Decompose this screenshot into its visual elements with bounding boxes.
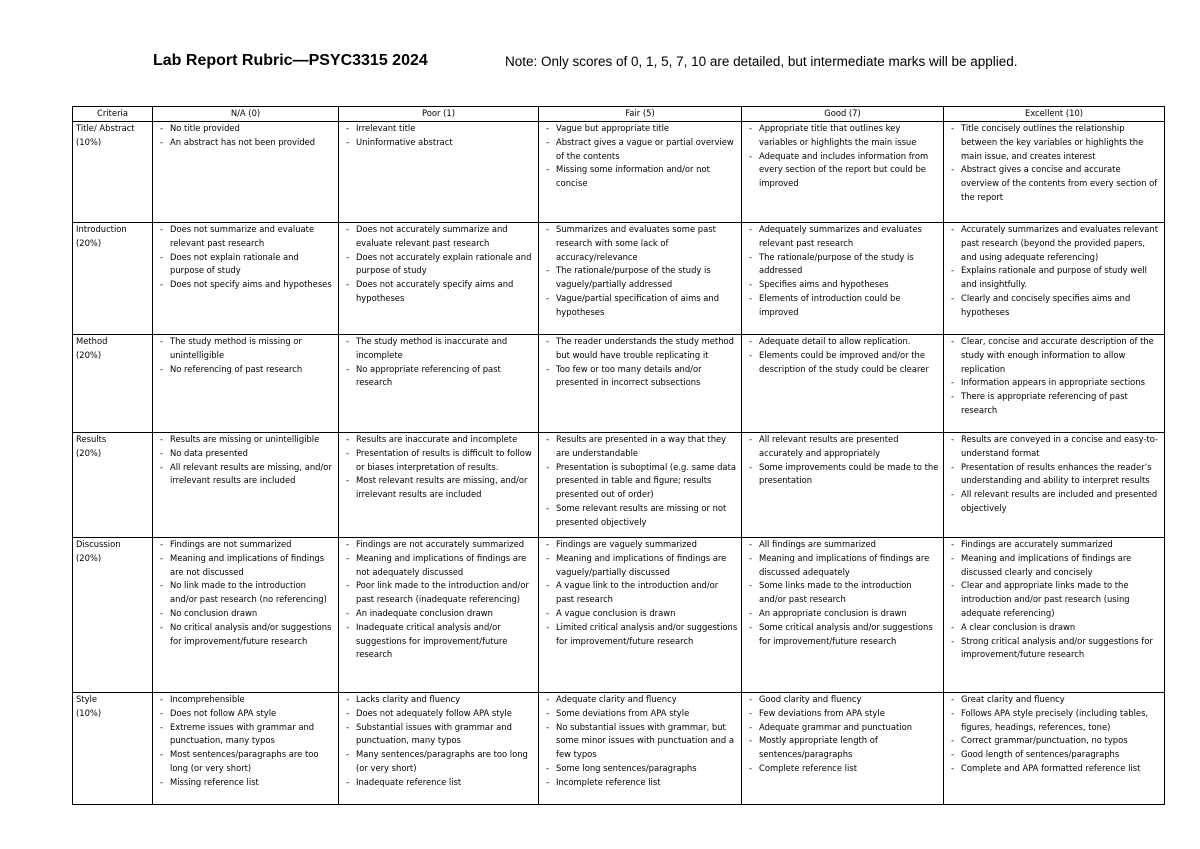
descriptor-item: - An inadequate conclusion drawn — [342, 607, 535, 621]
descriptor-list — [342, 693, 535, 790]
descriptor-item: - Adequate detail to allow replication. — [745, 335, 940, 349]
descriptor-item: - Some improvements could be made to the presentation — [745, 461, 940, 489]
criteria-name: Discussion — [76, 539, 121, 549]
descriptor-item: - Substantial issues with grammar and punctuation, many typos — [342, 721, 535, 749]
descriptor-item: - Title concisely outlines the relationship between the key variables or highlights the main issue, and creates interest — [947, 122, 1161, 163]
descriptor-item: - Does not adequately follow APA style — [342, 707, 535, 721]
descriptor-item: - Missing reference list — [156, 776, 335, 790]
descriptor-item: - Strong critical analysis and/or suggestions for improvement/future research — [947, 635, 1161, 663]
descriptor-list — [542, 538, 738, 648]
descriptor-item: - Most relevant results are missing, and/or irrelevant results are included — [342, 474, 535, 502]
descriptor-item: - Missing some information and/or not concise — [542, 163, 738, 191]
descriptor-cell-good — [742, 538, 944, 693]
criteria-cell — [73, 122, 153, 223]
rubric-row — [73, 693, 1165, 805]
criteria-weight: (20%) — [76, 237, 102, 248]
descriptor-cell-excellent — [944, 693, 1165, 805]
descriptor-cell-na — [153, 122, 339, 223]
descriptor-item: - Explains rationale and purpose of study well and insightfully. — [947, 264, 1161, 292]
header-na: N/A (0) — [153, 107, 339, 122]
descriptor-item: - Does not specify aims and hypotheses — [156, 278, 335, 292]
descriptor-item: - Adequate and includes information from every section of the report but could be improved — [745, 150, 940, 191]
descriptor-list — [947, 223, 1161, 320]
header-poor: Poor (1) — [339, 107, 539, 122]
descriptor-item: - Findings are accurately summarized — [947, 538, 1161, 552]
criteria-weight: (10%) — [76, 136, 102, 147]
descriptor-item: - Meaning and implications of findings are not adequately discussed — [342, 552, 535, 580]
descriptor-item: - Some long sentences/paragraphs — [542, 762, 738, 776]
descriptor-item: - Does not accurately specify aims and hypotheses — [342, 278, 535, 306]
descriptor-item: - An abstract has not been provided — [156, 136, 335, 150]
descriptor-cell-fair — [539, 538, 742, 693]
criteria-name: Method — [76, 336, 108, 346]
descriptor-cell-fair — [539, 335, 742, 433]
descriptor-item: - Findings are vaguely summarized — [542, 538, 738, 552]
descriptor-item: - Irrelevant title — [342, 122, 535, 136]
descriptor-cell-fair — [539, 693, 742, 805]
descriptor-item: - Appropriate title that outlines key variables or highlights the main issue — [745, 122, 940, 150]
descriptor-item: - Does not follow APA style — [156, 707, 335, 721]
descriptor-list — [542, 335, 738, 390]
descriptor-cell-good — [742, 335, 944, 433]
descriptor-item: - Meaning and implications of findings are vaguely/partially discussed — [542, 552, 738, 580]
descriptor-cell-fair — [539, 223, 742, 335]
descriptor-item: - Findings are not summarized — [156, 538, 335, 552]
descriptor-item: - Complete and APA formatted reference list — [947, 762, 1161, 776]
descriptor-item: - Does not summarize and evaluate relevant past research — [156, 223, 335, 251]
descriptor-item: - Some links made to the introduction and/or past research — [745, 579, 940, 607]
descriptor-cell-excellent — [944, 122, 1165, 223]
descriptor-item: - Elements of introduction could be improved — [745, 292, 940, 320]
descriptor-item: - No title provided — [156, 122, 335, 136]
criteria-name: Introduction — [76, 224, 127, 234]
descriptor-list — [745, 122, 940, 191]
criteria-cell — [73, 223, 153, 335]
criteria-cell — [73, 693, 153, 805]
descriptor-item: - Some critical analysis and/or suggestions for improvement/future research — [745, 621, 940, 649]
descriptor-item: - All relevant results are missing, and/or irrelevant results are included — [156, 461, 335, 489]
descriptor-list — [745, 538, 940, 648]
descriptor-list — [745, 433, 940, 488]
descriptor-cell-na — [153, 538, 339, 693]
descriptor-item: - Does not accurately summarize and evaluate relevant past research — [342, 223, 535, 251]
descriptor-item: - Does not accurately explain rationale and purpose of study — [342, 251, 535, 279]
descriptor-list — [745, 335, 940, 376]
descriptor-list — [156, 335, 335, 376]
descriptor-item: - Meaning and implications of findings are discussed adequately — [745, 552, 940, 580]
descriptor-cell-na — [153, 433, 339, 538]
header-criteria: Criteria — [73, 107, 153, 122]
rubric-body — [73, 122, 1165, 805]
descriptor-item: - Most sentences/paragraphs are too long (or very short) — [156, 748, 335, 776]
scoring-note: Note: Only scores of 0, 1, 5, 7, 10 are detailed, but intermediate marks will be applied. — [505, 54, 1018, 69]
descriptor-item: - Presentation is suboptimal (e.g. same data presented in table and figure; results presented out of order) — [542, 461, 738, 502]
descriptor-list — [745, 693, 940, 776]
descriptor-cell-good — [742, 122, 944, 223]
descriptor-list — [542, 223, 738, 320]
descriptor-cell-fair — [539, 122, 742, 223]
descriptor-item: - Clear, concise and accurate description of the study with enough information to allow replication — [947, 335, 1161, 376]
descriptor-item: - An appropriate conclusion is drawn — [745, 607, 940, 621]
descriptor-list — [342, 433, 535, 502]
descriptor-item: - Incomprehensible — [156, 693, 335, 707]
descriptor-list — [156, 693, 335, 790]
descriptor-cell-excellent — [944, 335, 1165, 433]
descriptor-list — [342, 223, 535, 306]
rubric-row — [73, 433, 1165, 538]
header-excellent: Excellent (10) — [944, 107, 1165, 122]
descriptor-item: - Presentation of results is difficult to follow or biases interpretation of results. — [342, 447, 535, 475]
descriptor-item: - No referencing of past research — [156, 363, 335, 377]
criteria-name: Style — [76, 694, 98, 704]
descriptor-cell-na — [153, 693, 339, 805]
descriptor-item: - Adequately summarizes and evaluates relevant past research — [745, 223, 940, 251]
descriptor-item: - Some relevant results are missing or not presented objectively — [542, 502, 738, 530]
descriptor-cell-excellent — [944, 223, 1165, 335]
descriptor-item: - Adequate clarity and fluency — [542, 693, 738, 707]
descriptor-list — [342, 538, 535, 662]
criteria-name: Results — [76, 434, 107, 444]
descriptor-list — [156, 223, 335, 292]
descriptor-item: - Meaning and implications of findings are not discussed — [156, 552, 335, 580]
descriptor-cell-good — [742, 433, 944, 538]
descriptor-item: - Inadequate reference list — [342, 776, 535, 790]
criteria-cell — [73, 538, 153, 693]
document-title: Lab Report Rubric—PSYC3315 2024 — [153, 52, 428, 69]
descriptor-item: - Complete reference list — [745, 762, 940, 776]
descriptor-item: - Good clarity and fluency — [745, 693, 940, 707]
criteria-name: Title/ Abstract — [76, 123, 135, 133]
rubric-row — [73, 335, 1165, 433]
descriptor-item: - Abstract gives a vague or partial overview of the contents — [542, 136, 738, 164]
descriptor-item: - The rationale/purpose of the study is addressed — [745, 251, 940, 279]
descriptor-item: - Presentation of results enhances the reader’s understanding and ability to interpret results — [947, 461, 1161, 489]
descriptor-item: - Findings are not accurately summarized — [342, 538, 535, 552]
descriptor-item: - Results are conveyed in a concise and easy-to-understand format — [947, 433, 1161, 461]
descriptor-item: - Correct grammar/punctuation, no typos — [947, 734, 1161, 748]
rubric-table — [72, 106, 1165, 805]
descriptor-list — [156, 433, 335, 488]
descriptor-cell-poor — [339, 433, 539, 538]
descriptor-item: - Adequate grammar and punctuation — [745, 721, 940, 735]
descriptor-cell-na — [153, 223, 339, 335]
descriptor-item: - Abstract gives a concise and accurate overview of the contents from every section of the report — [947, 163, 1161, 204]
descriptor-item: - Specifies aims and hypotheses — [745, 278, 940, 292]
header-row — [73, 107, 1165, 122]
criteria-cell — [73, 335, 153, 433]
descriptor-item: - Results are inaccurate and incomplete — [342, 433, 535, 447]
descriptor-item: - Vague/partial specification of aims and hypotheses — [542, 292, 738, 320]
descriptor-list — [947, 122, 1161, 205]
criteria-weight: (10%) — [76, 707, 102, 718]
descriptor-list — [342, 335, 535, 390]
header-good: Good (7) — [742, 107, 944, 122]
descriptor-item: - Elements could be improved and/or the description of the study could be clearer — [745, 349, 940, 377]
descriptor-item: - Good length of sentences/paragraphs — [947, 748, 1161, 762]
descriptor-item: - All relevant results are included and presented objectively — [947, 488, 1161, 516]
criteria-weight: (20%) — [76, 552, 102, 563]
descriptor-item: - A vague link to the introduction and/or past research — [542, 579, 738, 607]
rubric-row — [73, 223, 1165, 335]
descriptor-list — [156, 122, 335, 150]
descriptor-cell-excellent — [944, 538, 1165, 693]
descriptor-cell-fair — [539, 433, 742, 538]
descriptor-item: - All relevant results are presented accurately and appropriately — [745, 433, 940, 461]
descriptor-item: - Poor link made to the introduction and/or past research (inadequate referencing) — [342, 579, 535, 607]
descriptor-item: - Extreme issues with grammar and punctuation, many typos — [156, 721, 335, 749]
descriptor-item: - Results are missing or unintelligible — [156, 433, 335, 447]
descriptor-list — [542, 122, 738, 191]
descriptor-list — [342, 122, 535, 150]
descriptor-item: - All findings are summarized — [745, 538, 940, 552]
descriptor-list — [947, 538, 1161, 662]
rubric-row — [73, 122, 1165, 223]
descriptor-item: - A vague conclusion is drawn — [542, 607, 738, 621]
descriptor-item: - There is appropriate referencing of past research — [947, 390, 1161, 418]
descriptor-item: - No critical analysis and/or suggestions for improvement/future research — [156, 621, 335, 649]
descriptor-cell-good — [742, 223, 944, 335]
descriptor-cell-poor — [339, 538, 539, 693]
descriptor-cell-excellent — [944, 433, 1165, 538]
descriptor-cell-poor — [339, 335, 539, 433]
descriptor-item: - Clearly and concisely specifies aims and hypotheses — [947, 292, 1161, 320]
descriptor-list — [947, 693, 1161, 776]
descriptor-item: - Vague but appropriate title — [542, 122, 738, 136]
descriptor-item: - Meaning and implications of findings are discussed clearly and concisely — [947, 552, 1161, 580]
descriptor-item: - Some deviations from APA style — [542, 707, 738, 721]
descriptor-item: - Many sentences/paragraphs are too long (or very short) — [342, 748, 535, 776]
descriptor-item: - No data presented — [156, 447, 335, 461]
descriptor-item: - Summarizes and evaluates some past research with some lack of accuracy/relevance — [542, 223, 738, 264]
descriptor-cell-poor — [339, 122, 539, 223]
descriptor-item: - Great clarity and fluency — [947, 693, 1161, 707]
criteria-cell — [73, 433, 153, 538]
descriptor-item: - No appropriate referencing of past research — [342, 363, 535, 391]
descriptor-item: - Limited critical analysis and/or suggestions for improvement/future research — [542, 621, 738, 649]
descriptor-item: - Lacks clarity and fluency — [342, 693, 535, 707]
descriptor-item: - A clear conclusion is drawn — [947, 621, 1161, 635]
descriptor-cell-na — [153, 335, 339, 433]
descriptor-item: - Mostly appropriate length of sentences/paragraphs — [745, 734, 940, 762]
descriptor-cell-good — [742, 693, 944, 805]
descriptor-item: - The reader understands the study method but would have trouble replicating it — [542, 335, 738, 363]
descriptor-item: - The rationale/purpose of the study is vaguely/partially addressed — [542, 264, 738, 292]
header-fair: Fair (5) — [539, 107, 742, 122]
descriptor-item: - No link made to the introduction and/or past research (no referencing) — [156, 579, 335, 607]
descriptor-list — [947, 433, 1161, 516]
descriptor-list — [947, 335, 1161, 418]
rubric-row — [73, 538, 1165, 693]
descriptor-item: - No conclusion drawn — [156, 607, 335, 621]
descriptor-item: - The study method is missing or unintelligible — [156, 335, 335, 363]
descriptor-item: - Accurately summarizes and evaluates relevant past research (beyond the provided papers, and using adequate referencing) — [947, 223, 1161, 264]
criteria-weight: (20%) — [76, 447, 102, 458]
descriptor-item: - Too few or too many details and/or presented in incorrect subsections — [542, 363, 738, 391]
descriptor-item: - No substantial issues with grammar, but some minor issues with punctuation and a few typos — [542, 721, 738, 762]
descriptor-item: - Few deviations from APA style — [745, 707, 940, 721]
descriptor-item: - Incomplete reference list — [542, 776, 738, 790]
criteria-weight: (20%) — [76, 349, 102, 360]
descriptor-item: - Follows APA style precisely (including tables, figures, headings, references, tone) — [947, 707, 1161, 735]
descriptor-item: - Uninformative abstract — [342, 136, 535, 150]
descriptor-item: - Clear and appropriate links made to the introduction and/or past research (using adequate referencing) — [947, 579, 1161, 620]
descriptor-list — [156, 538, 335, 648]
descriptor-item: - Information appears in appropriate sections — [947, 376, 1161, 390]
descriptor-item: - Does not explain rationale and purpose of study — [156, 251, 335, 279]
descriptor-item: - The study method is inaccurate and incomplete — [342, 335, 535, 363]
descriptor-list — [542, 693, 738, 790]
descriptor-list — [542, 433, 738, 530]
descriptor-cell-poor — [339, 693, 539, 805]
descriptor-cell-poor — [339, 223, 539, 335]
descriptor-list — [745, 223, 940, 320]
descriptor-item: - Inadequate critical analysis and/or suggestions for improvement/future research — [342, 621, 535, 662]
descriptor-item: - Results are presented in a way that they are understandable — [542, 433, 738, 461]
